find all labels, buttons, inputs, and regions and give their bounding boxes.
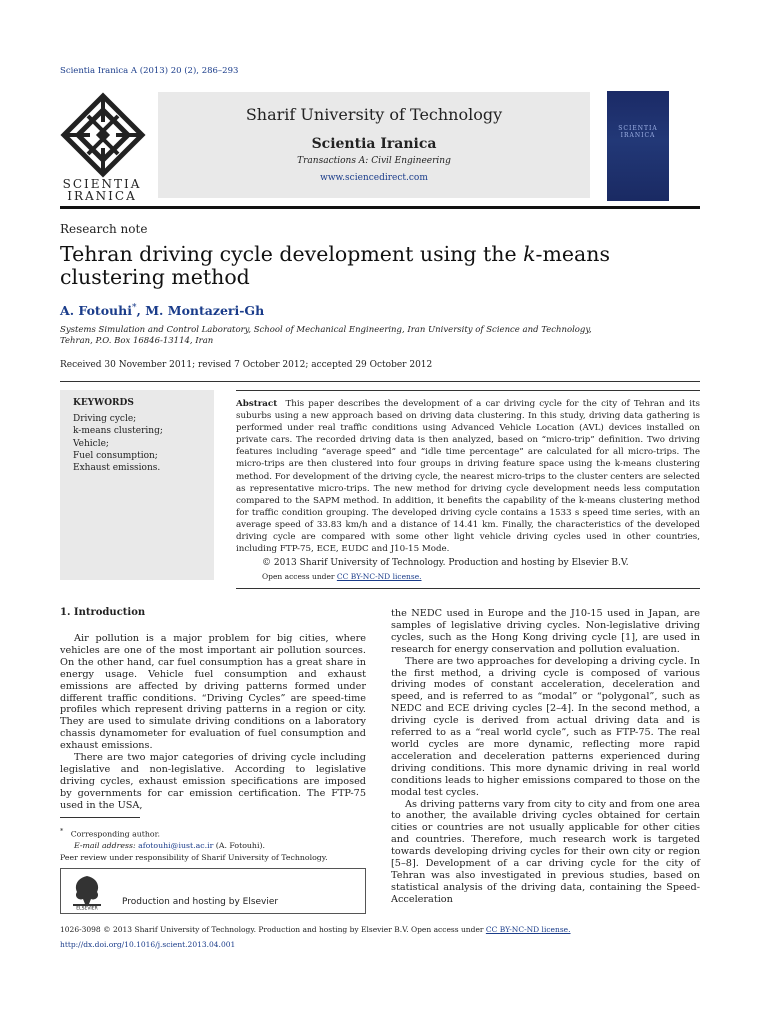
left-column: [60, 633, 366, 812]
keyword-item: Fuel consumption;: [73, 450, 158, 461]
received-dates: Received 30 November 2011; revised 7 October 2012; accepted 29 October 2012: [60, 360, 433, 370]
email-label: E-mail address:: [74, 841, 139, 851]
website-link[interactable]: www.sciencedirect.com: [320, 173, 428, 183]
university-name: Sharif University of Technology: [245, 105, 503, 124]
footnote: [60, 826, 370, 863]
keyword-item: Exhaust emissions.: [73, 463, 161, 474]
license-link[interactable]: CC BY-NC-ND license.: [485, 925, 571, 934]
footnote-mark: *: [60, 827, 64, 835]
issn-text: 1026-3098 © 2013 Sharif University of Technology. Production and hosting by Elsevier B.V.: [60, 925, 411, 934]
title-part-2: -means clustering method: [60, 242, 610, 289]
journal-name: Scientia Iranica: [311, 136, 437, 152]
author-link[interactable]: M. Montazeri-Gh: [145, 303, 265, 319]
license-link[interactable]: CC BY-NC-ND license.: [336, 572, 422, 581]
elsevier-box-text: Production and hosting by Elsevier: [122, 897, 279, 907]
paragraph: the NEDC used in Europe and the J10-15 used in Japan, are samples of legislative driving cycles. Non-legislative driving cycles, such as the Hong Kong driving cycle [1], are used in research for energy conservation and pollution evaluation.: [391, 608, 700, 655]
corresponding-mark[interactable]: *: [131, 303, 137, 313]
abstract: [236, 398, 700, 555]
journal-section: Transactions A: Civil Engineering: [297, 156, 451, 166]
paragraph: There are two major categories of driving cycle including legislative and non-legislative. According to legislative driving cycles, exhaust emission specifications are imposed by governments for car emission certification. The FTP-75 used in the USA,: [60, 752, 366, 811]
email-suffix: (A. Fotouhi).: [213, 841, 265, 851]
article-title: [60, 243, 700, 289]
paragraph: As driving patterns vary from city to city and from one area to another, the available driving cycles obtained for certain cities or countries are not usually applicable for other cities and countries. Therefore, much research work is targeted towards developing driving cycles for their own city or region [5–8]. Development of a car driving cycle for the city of Tehran was also investigated in previous studies, based on statistical analysis of the driving data, containing the Speed-Acceleration: [391, 798, 700, 905]
elsevier-tree-logo: [68, 872, 106, 910]
issn-line: [60, 925, 571, 934]
abstract-text: This paper describes the development of a car driving cycle for the city of Tehran and its suburbs using a new approach based on driving data clustering. In this study, driving data gathering is performed under real traffic conditions using Advanced Vehicle Location (AVL) devices installed on private cars. The recorded driving data is then analyzed, based on “micro-trip” definition. Two driving features including “average speed” and “idle time percentage” are calculated for all micro-trips. The micro-trips are then clustered into four groups in driving feature space using the k-means clustering method. For development of the driving cycle, the nearest micro-trips to the cluster centers are selected as representative micro-trips. The new method for driving cycle development needs less computation compared to the SAPM method. In addition, it benefits the capability of the k-means clustering method for traffic condition grouping. The developed driving cycle contains a 1533 s speed time series, with an average speed of 33.83 km/h and a distance of 14.41 km. Finally, the characteristics of the developed driving cycle are compared with some other light vehicle driving cycles used in other countries, including FTP-75, ECE, EUDC and J10-15 Mode.: [236, 399, 700, 555]
open-access-line: [262, 572, 422, 581]
author-link[interactable]: A. Fotouhi: [60, 303, 132, 319]
corresponding-author: [60, 826, 370, 840]
author-list: [60, 303, 264, 318]
keyword-item: k-means clustering;: [73, 426, 163, 437]
author-separator: ,: [136, 303, 146, 319]
keyword-item: Driving cycle;: [73, 414, 137, 424]
abstract-rule-bottom: [236, 588, 700, 589]
affiliation: Systems Simulation and Control Laboratory, School of Mechanical Engineering, Iran University of Science and Technology, Tehran, P.O. Box 16846-13114, Iran: [60, 325, 592, 346]
peer-review-note: Peer review under responsibility of Sharif University of Technology.: [60, 852, 328, 862]
divider: [60, 381, 700, 382]
footnote-rule: [60, 817, 140, 818]
right-column: [391, 608, 700, 906]
corresponding-text: Corresponding author.: [70, 829, 160, 839]
cover-title: SCIENTIA IRANICA: [618, 125, 658, 139]
title-part-1: Tehran driving cycle development using the: [60, 242, 524, 266]
copyright-line: © 2013 Sharif University of Technology. Production and hosting by Elsevier B.V.: [262, 558, 629, 568]
issn-open-access: Open access under: [410, 925, 486, 934]
paragraph: There are two approaches for developing a driving cycle. In the first method, a driving cycle is composed of various driving modes of constant acceleration, deceleration and speed, and is referred to as “modal” or “polygonal”, such as NEDC and ECE driving cycles [2–4]. In the second method, a driving cycle is derived from actual driving data and is referred to as a “real world cycle”, such as FTP-75. The real world cycles are more dynamic, reflecting more rapid acceleration and deceleration patterns experienced during driving conditions. This more dynamic driving in real world conditions leads to higher emissions compared to those on the modal test cycles.: [391, 655, 700, 798]
journal-cover-image: [607, 91, 669, 201]
logo-text: SCIENTIA IRANICA: [62, 177, 142, 203]
paragraph: Air pollution is a major problem for big cities, where vehicles are one of the most important air pollution sources. On the other hand, car fuel consumption has a great share in energy usage. Vehicle fuel consumption and exhaust emissions are affected by driving patterns formed under different traffic conditions. “Driving Cycles” are speed-time profiles which represent driving patterns in a region or city. They are used to simulate driving conditions on a laboratory chassis dynamometer for evaluation of fuel consumption and exhaust emissions.: [60, 633, 366, 752]
email-line: [60, 840, 370, 852]
section-heading: 1. Introduction: [60, 607, 146, 618]
header-divider: [60, 206, 700, 209]
keywords-list: [73, 413, 163, 474]
email-link[interactable]: afotouhi@iust.ac.ir: [138, 841, 214, 851]
citation-link[interactable]: Scientia Iranica A (2013) 20 (2), 286–293: [60, 66, 239, 76]
open-access-prefix: Open access under: [262, 572, 337, 581]
article-type: Research note: [60, 222, 148, 236]
abstract-label: Abstract: [236, 399, 278, 409]
keywords-heading: KEYWORDS: [73, 398, 134, 408]
doi-link[interactable]: http://dx.doi.org/10.1016/j.scient.2013.04.001: [60, 940, 236, 949]
keyword-item: Vehicle;: [73, 438, 109, 449]
title-part-italic: k: [523, 242, 536, 266]
abstract-rule-top: [236, 390, 700, 391]
elsevier-logo-label: ELSEVIER: [76, 906, 98, 910]
